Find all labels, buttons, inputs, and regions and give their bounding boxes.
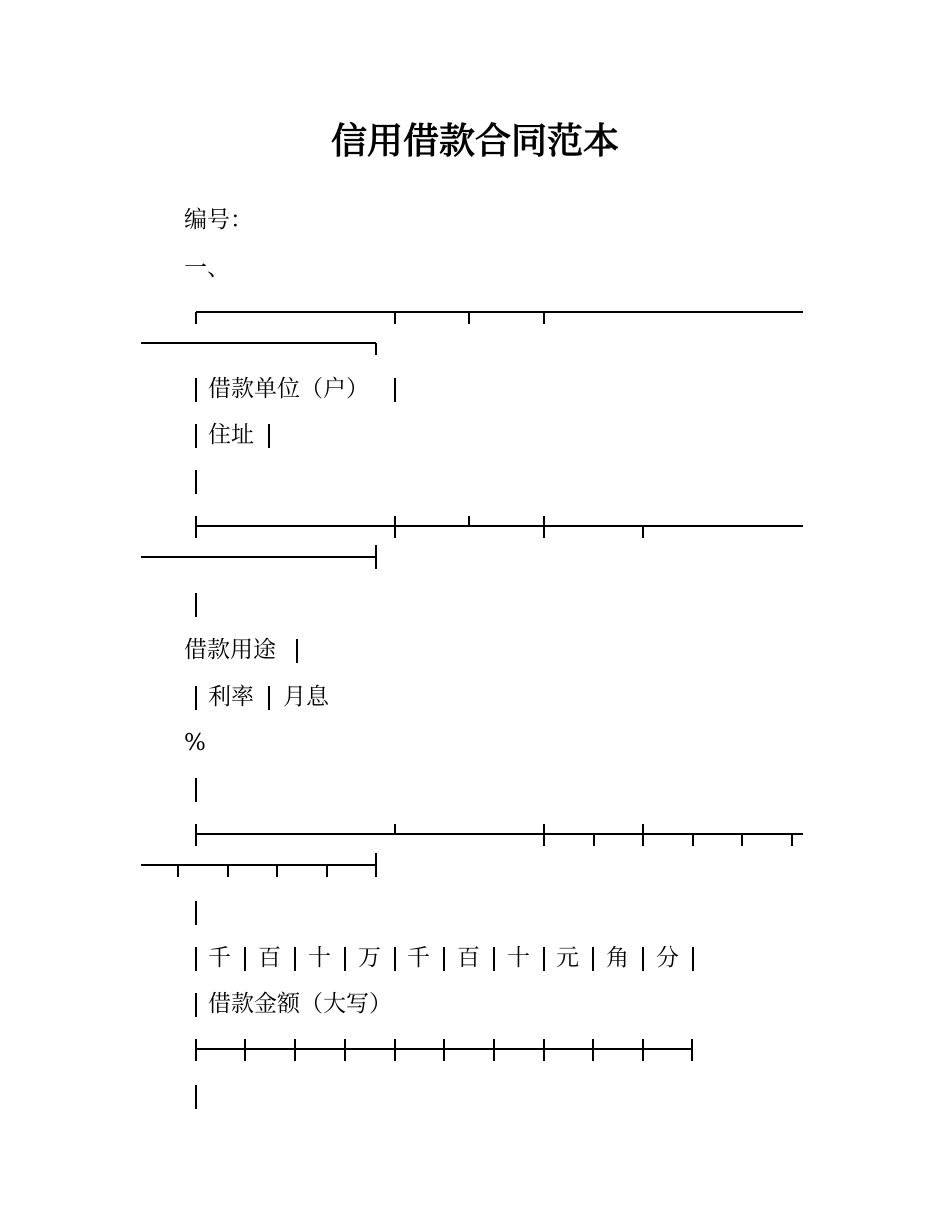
purpose-label: 借款用途 — [184, 637, 276, 663]
section-one-heading: 一、 — [184, 255, 230, 281]
digit-ten: 十 — [507, 945, 530, 971]
digit-ten-thousand: 万 — [358, 945, 381, 971]
loan-amount-label: 借款金额（大写） — [208, 991, 392, 1017]
rate-label: 利率 — [208, 684, 254, 710]
digit-fen: 分 — [656, 945, 679, 971]
digit-yuan: 元 — [556, 945, 579, 971]
digit-thousand: 千 — [407, 945, 430, 971]
monthly-interest-label: 月息 — [283, 684, 329, 710]
table-border — [195, 1085, 197, 1109]
percent-sign: % — [184, 730, 206, 756]
document-title: 信用借款合同范本 — [330, 121, 619, 162]
digit-hundred-million: 百 — [258, 945, 281, 971]
address-label: 住址 — [208, 422, 254, 448]
digit-thousand-hundred-million: 千 — [208, 945, 231, 971]
contract-number-label: 编号： — [184, 207, 253, 233]
borrower-label: 借款单位（户） — [208, 376, 369, 402]
digit-jiao: 角 — [606, 945, 629, 971]
digit-ten-million: 十 — [308, 945, 331, 971]
digit-hundred: 百 — [457, 945, 480, 971]
